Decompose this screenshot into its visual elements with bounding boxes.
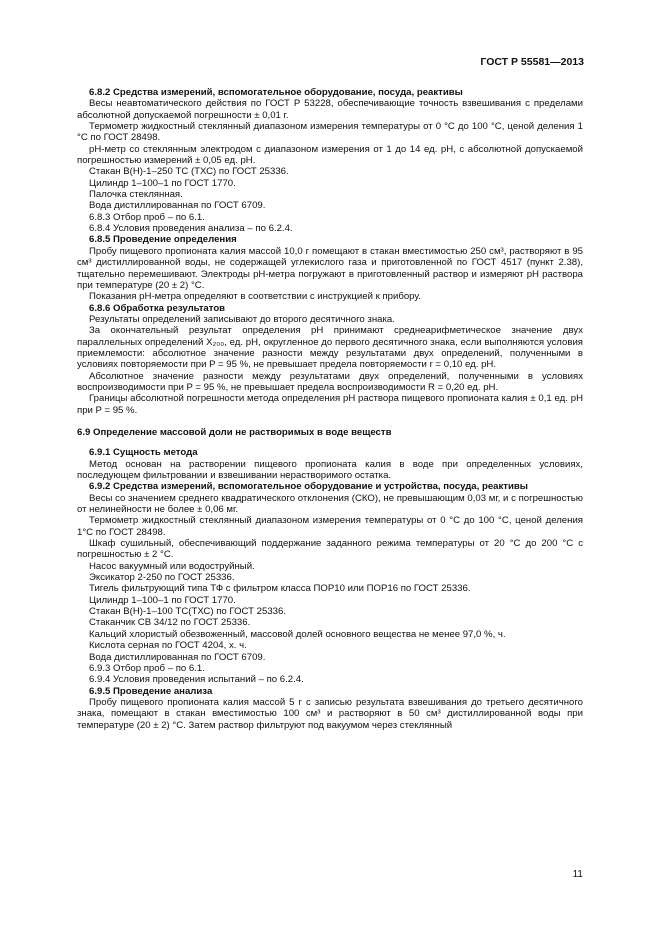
body-paragraph: Кислота серная по ГОСТ 4204, х. ч.: [89, 640, 247, 652]
subsection-heading: 6.8.5 Проведение определения: [89, 234, 237, 246]
body-paragraph: Палочка стеклянная.: [89, 189, 183, 201]
body-paragraph: Границы абсолютной погрешности метода определения рН раствора пищевого пропионата калия ± 0,1 ед. рН при P = 95 %.: [77, 393, 583, 416]
body-paragraph: 6.9.3 Отбор проб – по 6.1.: [89, 662, 205, 674]
body-paragraph: Термометр жидкостный стеклянный диапазоном измерения температуры от 0 °С до 100 °С, ценой деления 1°С по ГОСТ 28498.: [77, 515, 583, 538]
body-paragraph: Насос вакуумный или водоструйный.: [89, 560, 255, 572]
body-paragraph: Термометр жидкостный стеклянный диапазоном измерения температуры от 0 °С до 100 °С, ценой деления 1 °С по ГОСТ 28498.: [77, 121, 583, 144]
body-paragraph: За окончательный результат определения рН принимают среднеарифметическое значение двух параллельных определений X₂₀₀, ед. рН, округленное до первого десятичного знака, если выполняются условия приемлемости: абсолютное значение разности между результатами двух определений, полученными в условиях повторяемости при P = 95 %, не превышает предела повторяемости r = 0,10 ед. рН.: [77, 325, 583, 371]
body-paragraph: 6.9.4 Условия проведения испытаний – по 6.2.4.: [89, 674, 304, 686]
page-number: 11: [572, 869, 583, 880]
body-paragraph: Стакан В(Н)-1–250 ТС (ТХС) по ГОСТ 25336.: [89, 166, 289, 178]
subsection-heading: 6.8.6 Обработка результатов: [89, 302, 226, 314]
body-paragraph: Метод основан на растворении пищевого пропионата калия в воде при определенных условиях, последующем фильтровании и взвешивании нерастворимого остатка.: [77, 458, 583, 481]
spacer: [77, 416, 583, 427]
section-heading: 6.9 Определение массовой доли не растворимых в воде веществ: [77, 426, 392, 438]
body-paragraph: Вода дистиллированная по ГОСТ 6709.: [89, 651, 266, 663]
body-paragraph: рН-метр со стеклянным электродом с диапазоном измерения от 1 до 14 ед. рН, с абсолютной допускаемой погрешностью измерений ± 0,05 ед. рН.: [77, 143, 583, 167]
subsection-heading: 6.9.5 Проведение анализа: [89, 685, 213, 697]
body-paragraph: Результаты определений записывают до второго десятичного знака.: [89, 313, 395, 325]
body-paragraph: Шкаф сушильный, обеспечивающий поддержание заданного режима температуры от 20 °С до 200 °С с погрешностью ± 2 °С.: [77, 538, 583, 561]
body-paragraph: Пробу пищевого пропионата калия массой 10,0 г помещают в стакан вместимостью 250 см³, растворяют в 95 см³ дистиллированной воды, не содержащей углекислого газа и приготовленной по ГОСТ 4517 (пункт 2.38), тщательно перемешивают. Электроды рН-метра погружают в приготовленный раствор и измеряют рН раствора при температуре (20 ± 2) °С.: [77, 245, 583, 291]
document-body: [77, 87, 583, 731]
body-paragraph: 6.8.3 Отбор проб – по 6.1.: [89, 211, 205, 223]
body-paragraph: Цилиндр 1–100–1 по ГОСТ 1770.: [89, 594, 236, 606]
body-paragraph: Весы неавтоматического действия по ГОСТ Р 53228, обеспечивающие точность взвешивания с пределами абсолютной допускаемой погрешности ± 0,01 г.: [77, 98, 583, 121]
document-id-header: ГОСТ Р 55581—2013: [480, 56, 584, 68]
body-paragraph: Эксикатор 2-250 по ГОСТ 25336.: [89, 572, 235, 584]
subsection-heading: 6.8.2 Средства измерений, вспомогательное оборудование, посуда, реактивы: [89, 87, 463, 98]
body-paragraph: Стакан В(Н)-1–100 ТС(ТХС) по ГОСТ 25336.: [89, 606, 287, 618]
spacer: [77, 438, 583, 447]
body-paragraph: Кальций хлористый обезвоженный, массовой долей основного вещества не менее 97,0 %, ч.: [89, 628, 506, 640]
body-paragraph: Пробу пищевого пропионата калия массой 5 г с записью результата взвешивания до третьего десятичного знака, помещают в стакан вместимостью 100 см³ и растворяют в 50 см³ дистиллированной воды при температуре (20 ± 2) °С. Затем раствор фильтруют под вакуумом через стеклянный: [77, 696, 583, 731]
body-paragraph: Абсолютное значение разности между результатами двух определений, полученными в условиях воспроизводимости при P = 95 %, не превышает предела воспроизводимости R = 0,20 ед. рН.: [77, 370, 583, 393]
body-paragraph: Стаканчик СВ 34/12 по ГОСТ 25336.: [89, 617, 251, 629]
body-paragraph: Вода дистиллированная по ГОСТ 6709.: [89, 200, 266, 212]
body-paragraph: Цилиндр 1–100–1 по ГОСТ 1770.: [89, 177, 236, 189]
body-paragraph: Тигель фильтрующий типа ТФ с фильтром класса ПОР10 или ПОР16 по ГОСТ 25336.: [89, 583, 471, 595]
subsection-heading: 6.9.2 Средства измерений, вспомогательное оборудование и устройства, посуда, реактивы: [89, 481, 528, 493]
subsection-heading: 6.9.1 Сущность метода: [89, 447, 198, 459]
body-paragraph: 6.8.4 Условия проведения анализа – по 6.2.4.: [89, 223, 293, 235]
body-paragraph: Весы со значением среднего квадратического отклонения (СКО), не превышающим 0,03 мг, и с погрешностью от нелинейности не более ± 0,06 мг.: [77, 492, 583, 516]
body-paragraph: Показания рН-метра определяют в соответствии с инструкцией к прибору.: [89, 291, 421, 303]
